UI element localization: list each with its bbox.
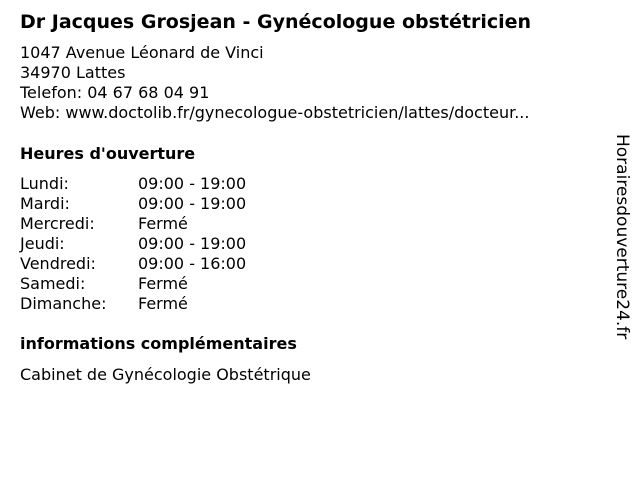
hours-row-tuesday [20,194,246,214]
site-watermark: Horairesdouverture24.fr [612,134,632,340]
day-hours: 09:00 - 19:00 [138,194,247,213]
hours-row-sunday [20,294,246,314]
address-street: 1047 Avenue Léonard de Vinci [20,43,264,62]
day-hours: Fermé [138,294,188,313]
page-title: Dr Jacques Grosjean - Gynécologue obstétricien [20,11,532,33]
contact-block [20,43,529,123]
opening-hours-table [20,174,246,314]
day-hours: 09:00 - 16:00 [138,254,247,273]
hours-row-wednesday [20,214,246,234]
phone-number: Telefon: 04 67 68 04 91 [20,83,210,102]
website-link[interactable]: Web: www.doctolib.fr/gynecologue-obstetricien/lattes/docteur... [20,103,530,122]
day-hours: Fermé [138,274,188,293]
additional-info-text: Cabinet de Gynécologie Obstétrique [20,365,311,384]
day-hours: Fermé [138,214,188,233]
day-label: Mardi: [20,194,70,213]
day-label: Jeudi: [20,234,65,253]
day-label: Mercredi: [20,214,95,233]
address-city: 34970 Lattes [20,63,126,82]
day-label: Vendredi: [20,254,96,273]
day-hours: 09:00 - 19:00 [138,234,247,253]
hours-row-monday [20,174,246,194]
hours-row-thursday [20,234,246,254]
day-label: Samedi: [20,274,86,293]
day-hours: 09:00 - 19:00 [138,174,247,193]
additional-info-heading: informations complémentaires [20,334,297,353]
hours-row-friday [20,254,246,274]
hours-row-saturday [20,274,246,294]
day-label: Lundi: [20,174,69,193]
hours-heading: Heures d'ouverture [20,144,196,163]
day-label: Dimanche: [20,294,107,313]
